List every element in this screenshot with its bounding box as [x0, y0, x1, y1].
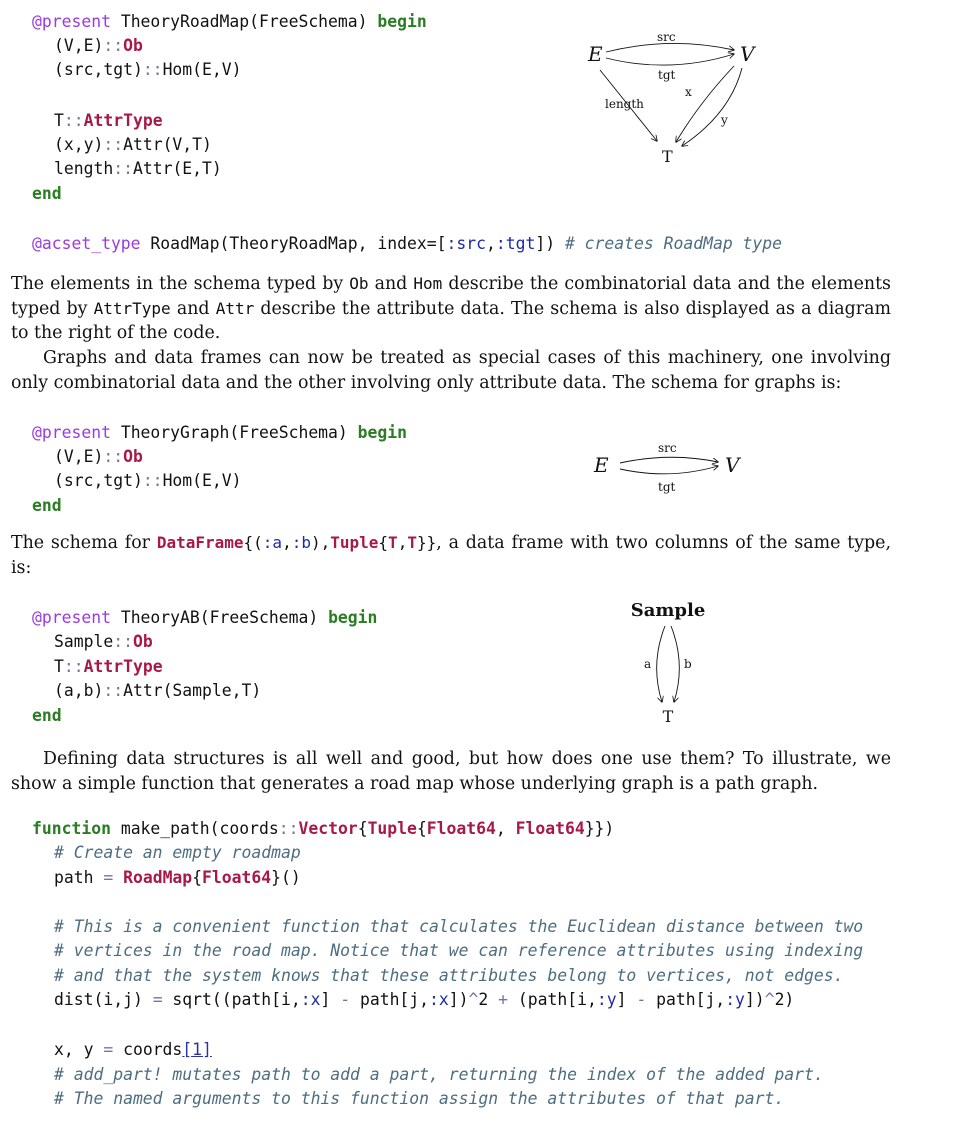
operator: ^ [764, 990, 775, 1009]
code-line [32, 494, 62, 518]
code-comment: # vertices in the road map. Notice that we can reference attributes using indexing [54, 941, 864, 960]
code-line [54, 988, 794, 1012]
operator: :: [113, 159, 133, 178]
node-V: V [725, 453, 740, 477]
comma: , [485, 234, 496, 253]
operator: - [340, 990, 351, 1009]
brace: { [192, 868, 203, 887]
code: ] [320, 990, 341, 1009]
label-src: src [657, 30, 676, 44]
inline-code: , [282, 533, 292, 552]
inline-code: , [397, 533, 408, 552]
schema-diagram-roadmap [570, 24, 770, 174]
arrow-y [682, 68, 742, 146]
brace: }() [271, 868, 301, 887]
label-tgt: tgt [658, 480, 676, 494]
inline-code-type: DataFrame [156, 533, 244, 552]
type: AttrType [83, 111, 163, 130]
schema-name: TheoryAB(FreeSchema) [110, 608, 329, 627]
inline-code: {( [243, 533, 263, 552]
inline-code-type: T [388, 533, 398, 552]
label-y: y [721, 113, 728, 127]
function-name: make_path(coords [110, 819, 279, 838]
symbol: :y [596, 990, 617, 1009]
code-comment: # The named arguments to this function assign the attributes of that part. [54, 1089, 785, 1108]
text: and [368, 274, 414, 294]
arrow-tgt [606, 54, 734, 65]
keyword-begin: begin [377, 12, 427, 31]
inline-code-type: T [407, 533, 417, 552]
code-line [54, 133, 212, 157]
type: Ob [132, 632, 153, 651]
paragraph-graphs-dataframes: Graphs and data frames can now be treated as special cases of this machinery, one involving only combinatorial data and the other involving only attribute data. The schema for graphs is: [11, 348, 891, 393]
type: Hom(E,V) [162, 60, 242, 79]
operator: :: [142, 471, 163, 490]
node-V: V [740, 42, 755, 66]
code-line [54, 469, 242, 493]
code-comment: # This is a convenient function that calculates the Euclidean distance between two [54, 917, 864, 936]
code-comment: # Create an empty roadmap [54, 843, 301, 862]
symbol: :y [725, 990, 745, 1009]
label-src: src [658, 441, 677, 455]
inline-code: ), [310, 533, 331, 552]
text: The schema for [11, 533, 157, 553]
brace: { [416, 819, 427, 838]
code-line [32, 606, 377, 630]
text: The elements in the schema typed by [11, 274, 350, 294]
type: Tuple [367, 819, 417, 838]
code-line [54, 679, 261, 703]
code-comment: # add_part! mutates path to add a part, returning the index of the added part. [54, 1065, 824, 1084]
code-block-make-path [32, 817, 962, 1117]
operator: - [636, 990, 647, 1009]
inline-code-type: Tuple [330, 533, 379, 552]
schema-name: TheoryGraph(FreeSchema) [110, 423, 358, 442]
arrow-tgt [620, 466, 718, 474]
inline-code-symbol: :a [262, 533, 283, 552]
operator: :: [63, 111, 84, 130]
space [113, 868, 123, 887]
operator: = [152, 990, 163, 1009]
arrow-b [671, 626, 679, 702]
schema-diagram-graph [580, 436, 760, 500]
schema-name: TheoryRoadMap(FreeSchema) [110, 12, 378, 31]
operator: :: [103, 681, 124, 700]
inline-code: }} [416, 533, 437, 552]
keyword-begin: begin [328, 608, 378, 627]
symbol: :x [300, 990, 321, 1009]
node-Sample: Sample [630, 600, 706, 621]
type: Float64 [426, 819, 496, 838]
brace: { [357, 819, 368, 838]
operator: :: [103, 447, 124, 466]
brace: }}) [584, 819, 615, 838]
symbol: :tgt [495, 234, 536, 253]
macro: @present [32, 12, 111, 31]
text: describe the combinatorial data and the elements typed by [11, 274, 891, 319]
vars: (a,b) [54, 681, 104, 700]
arrow-src [606, 43, 734, 52]
code-line [54, 655, 163, 679]
keyword-end: end [32, 496, 62, 515]
inline-code: Attr [215, 298, 255, 318]
code-line [54, 630, 153, 654]
paragraph-schema-description [11, 272, 891, 346]
code-line [32, 817, 614, 841]
code-block-roadmap [32, 10, 783, 280]
code-line [54, 58, 242, 82]
code-line [32, 182, 62, 206]
code-block-ab [32, 606, 532, 730]
code: (path[i, [508, 990, 597, 1009]
type: Float64 [202, 868, 272, 887]
type: RoadMap [123, 868, 193, 887]
keyword-end: end [32, 706, 62, 725]
keyword-function: function [32, 819, 111, 838]
macro: @present [32, 608, 111, 627]
operator: :: [103, 36, 124, 55]
code-line [32, 232, 782, 256]
vars: T [54, 111, 64, 130]
code-line [32, 704, 62, 728]
code: ] [616, 990, 637, 1009]
vars: Sample [54, 632, 114, 651]
code: ]) [744, 990, 765, 1009]
code: coords [113, 1040, 183, 1059]
text: and [170, 298, 216, 319]
vars: (V,E) [54, 36, 104, 55]
operator: + [498, 990, 509, 1009]
macro: @present [32, 423, 111, 442]
call: RoadMap(TheoryRoadMap, index=[ [140, 234, 447, 253]
symbol: :src [446, 234, 486, 253]
keyword-end: end [32, 184, 62, 203]
inline-code: { [378, 533, 389, 552]
code: path[j, [350, 990, 430, 1009]
operator: ^ [468, 990, 479, 1009]
lhs: path [54, 868, 104, 887]
vars: length [54, 159, 114, 178]
label-x: x [685, 85, 692, 99]
label-tgt: tgt [658, 68, 676, 82]
symbol: :x [429, 990, 449, 1009]
type: Attr(V,T) [123, 135, 212, 154]
schema-diagram-ab [620, 596, 720, 728]
vars: T [54, 657, 64, 676]
operator: :: [278, 819, 299, 838]
node-T: T [662, 707, 674, 726]
code-line [54, 866, 301, 890]
paragraph-illustration: Defining data structures is all well and good, but how does one use them? To illustrate, we show a simple function that generates a road map whose underlying graph is a path graph. [11, 749, 891, 794]
close: ]) [535, 234, 565, 253]
keyword-begin: begin [357, 423, 407, 442]
code-line [32, 10, 427, 34]
type: Attr(Sample,T) [123, 681, 262, 700]
code-line [54, 1038, 212, 1062]
code: 2 [478, 990, 499, 1009]
vars: (x,y) [54, 135, 104, 154]
type: Ob [123, 36, 143, 55]
inline-code: Hom [413, 274, 443, 293]
code-line [54, 34, 143, 58]
label-length: length [605, 97, 644, 111]
code: ]) [448, 990, 469, 1009]
comma: , [495, 819, 516, 838]
code-block-graph [32, 421, 532, 521]
vars: (src,tgt) [54, 60, 143, 79]
code-line [54, 157, 222, 181]
code: 2) [774, 990, 795, 1009]
label-b: b [684, 657, 692, 671]
inline-code: Ob [349, 274, 369, 293]
comment: # creates RoadMap type [564, 234, 783, 253]
macro: @acset_type [32, 234, 141, 253]
type: Ob [123, 447, 143, 466]
vars: (V,E) [54, 447, 104, 466]
text: describe the attribute data. The schema is also displayed as a diagram to the right of the code. [11, 298, 891, 343]
inline-code: AttrType [93, 298, 171, 318]
code: x, y [54, 1040, 104, 1059]
node-T: T [662, 147, 673, 166]
arrow-src [620, 457, 718, 463]
vars: (src,tgt) [54, 471, 143, 490]
type: AttrType [83, 657, 163, 676]
label-a: a [644, 657, 652, 671]
operator: :: [142, 60, 163, 79]
type: Attr(E,T) [132, 159, 222, 178]
arrow-a [657, 626, 665, 702]
code: dist(i,j) [54, 990, 153, 1009]
type: Hom(E,V) [162, 471, 242, 490]
citation-link[interactable]: [1] [182, 1040, 212, 1059]
code: sqrt((path[i, [162, 990, 301, 1009]
code-line [32, 421, 407, 445]
type: Vector [298, 819, 358, 838]
node-E: E [594, 453, 609, 477]
operator: = [103, 1040, 114, 1059]
code-line [54, 109, 163, 133]
code-comment: # and that the system knows that these attributes belong to vertices, not edges. [54, 966, 844, 985]
operator: :: [113, 632, 133, 651]
node-E: E [588, 42, 603, 66]
inline-code-symbol: :b [291, 533, 311, 552]
operator: = [103, 868, 114, 887]
code: path[j, [646, 990, 726, 1009]
operator: :: [103, 135, 124, 154]
text: , a data frame with two columns of the same type, is: [11, 533, 891, 578]
operator: :: [63, 657, 84, 676]
paragraph-dataframe-schema [11, 531, 891, 580]
type: Float64 [515, 819, 585, 838]
code-line [54, 445, 143, 469]
